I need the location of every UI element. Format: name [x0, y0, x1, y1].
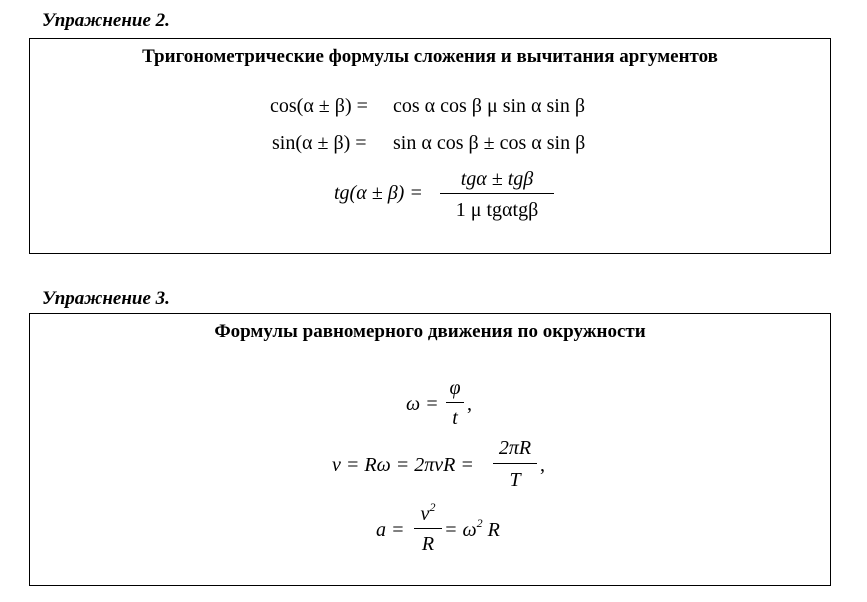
- omega-denominator: t: [452, 407, 458, 429]
- omega-fraction-bar: [446, 402, 464, 403]
- exercise-2-heading: Упражнение 2.: [42, 10, 170, 31]
- omega-formula-lhs: ω =: [406, 393, 439, 415]
- velocity-comma: ,: [540, 454, 545, 476]
- omega-numerator: φ: [449, 377, 461, 399]
- tg-formula-lhs: tg(α ± β) =: [334, 182, 423, 204]
- tg-numerator: tgα ± tgβ: [460, 168, 534, 190]
- exercise-3-box: [29, 313, 831, 586]
- velocity-fraction-bar: [493, 463, 537, 464]
- exercise-2-title: Тригонометрические формулы сложения и вычитания аргументов: [142, 46, 718, 67]
- cos-formula-lhs: cos(α ± β) =: [270, 95, 368, 117]
- velocity-denominator: T: [509, 469, 521, 491]
- tg-fraction-bar: [440, 193, 554, 194]
- cos-formula-rhs: cos α cos β μ sin α sin β: [393, 95, 586, 117]
- acceleration-fraction-bar: [414, 528, 442, 529]
- sin-formula-lhs: sin(α ± β) =: [272, 132, 367, 154]
- omega-comma: ,: [467, 393, 472, 415]
- velocity-formula-lhs: v = Rω = 2πνR =: [332, 454, 474, 476]
- tg-denominator: 1 μ tgαtgβ: [455, 199, 539, 221]
- sin-formula-rhs: sin α cos β ± cos α sin β: [393, 132, 586, 154]
- exercise-3-heading: Упражнение 3.: [42, 288, 170, 309]
- exercise-2-box: [29, 38, 831, 254]
- velocity-numerator: 2πR: [498, 437, 532, 459]
- acceleration-formula-rhs: = $\omega^2$ R: [444, 516, 500, 541]
- exercise-3-title: Формулы равномерного движения по окружности: [214, 321, 646, 342]
- acceleration-formula-lhs: a =: [376, 519, 405, 541]
- acceleration-denominator: R: [421, 533, 435, 555]
- acceleration-numerator: $v^2$: [420, 500, 436, 525]
